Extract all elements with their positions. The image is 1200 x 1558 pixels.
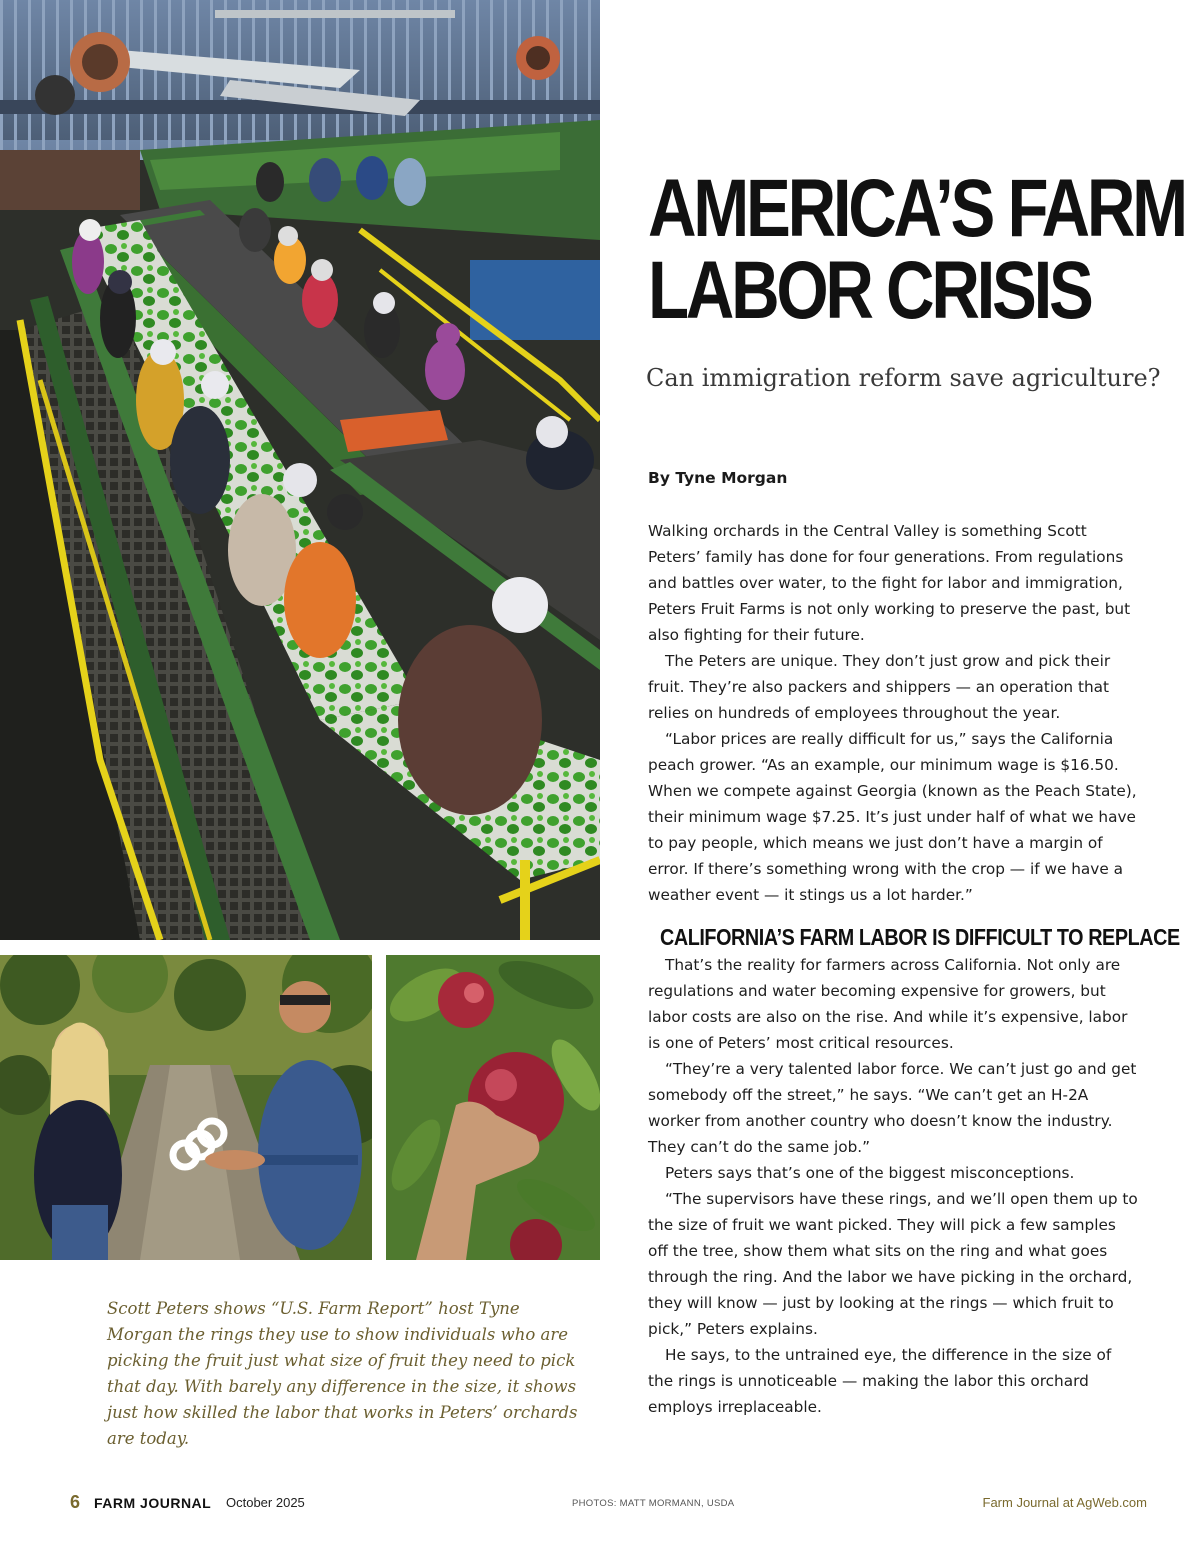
photo-caption: Scott Peters shows “U.S. Farm Report” host Tyne Morgan the rings they use to show individuals who are picking the fruit just what size of fruit they need to pick that day. With barely any difference in the size, it shows just how skilled the labor that works in Peters’ orchards are today. xyxy=(107,1299,578,1448)
page-number: 6 xyxy=(70,1492,81,1512)
body-paragraph: “They’re a very talented labor force. We can’t just go and get somebody off the street,” he says. “We can’t get an H-2A worker from another country who doesn’t know the industry. They can’t do the same job.” xyxy=(648,1060,1137,1156)
page-footer xyxy=(0,1492,1200,1516)
body-paragraph: That’s the reality for farmers across California. Not only are regulations and water becoming expensive for growers, but labor costs are also on the rise. And while it’s expensive, labor is one of Peters’ most critical resources. xyxy=(648,956,1128,1052)
issue-date: October 2025 xyxy=(226,1495,305,1510)
orchard-interview-photo xyxy=(0,955,372,1260)
body-paragraph: “The supervisors have these rings, and we’ll open them up to the size of fruit we want picked. They will pick a few samples off the tree, show them what sits on the ring and what goes through the ring. And the labor we have picking in the orchard, they will know — just by looking at the rings — which fruit to pick,” Peters explains. xyxy=(648,1190,1138,1338)
subheadline: Can immigration reform save agriculture? xyxy=(646,364,1161,392)
magazine-name: FARM JOURNAL xyxy=(94,1495,212,1511)
photo-credit: PHOTOS: MATT MORMANN, USDA xyxy=(572,1498,735,1509)
body-paragraph: The Peters are unique. They don’t just grow and pick their fruit. They’re also packers and shippers — an operation that relies on hundreds of employees throughout the year. xyxy=(648,652,1111,722)
headline-line-2: LABOR CRISIS xyxy=(648,245,1091,336)
packing-line-photo xyxy=(0,0,600,940)
body-paragraph: Walking orchards in the Central Valley is something Scott Peters’ family has done for four generations. From regulations and battles over water, to the fight for labor and immigration, Peters Fruit Farms is not only working to preserve the past, but also fighting for their future. xyxy=(648,522,1131,644)
article-body xyxy=(648,518,1180,1420)
headline-line-1: AMERICA’S FARM xyxy=(648,163,1185,254)
body-paragraph: He says, to the untrained eye, the difference in the size of the rings is unnoticeable — making the labor this orchard employs irreplaceable. xyxy=(648,1346,1112,1416)
section-heading: CALIFORNIA’S FARM LABOR IS DIFFICULT TO REPLACE xyxy=(660,924,1180,950)
peach-picking-photo xyxy=(386,955,600,1260)
website-link[interactable]: Farm Journal at AgWeb.com xyxy=(982,1495,1147,1510)
body-paragraph: “Labor prices are really difficult for us,” says the California peach grower. “As an example, our minimum wage is $16.50. When we compete against Georgia (known as the Peach State), their minimum wage $7.25. It’s just under half of what we have to pay people, which means we just don’t have a margin of error. If there’s something wrong with the crop — if we have a weather event — it stings us a lot harder.” xyxy=(648,730,1137,904)
body-paragraph: Peters says that’s one of the biggest misconceptions. xyxy=(665,1164,1075,1182)
byline: By Tyne Morgan xyxy=(648,469,788,487)
page-title xyxy=(648,163,1185,336)
